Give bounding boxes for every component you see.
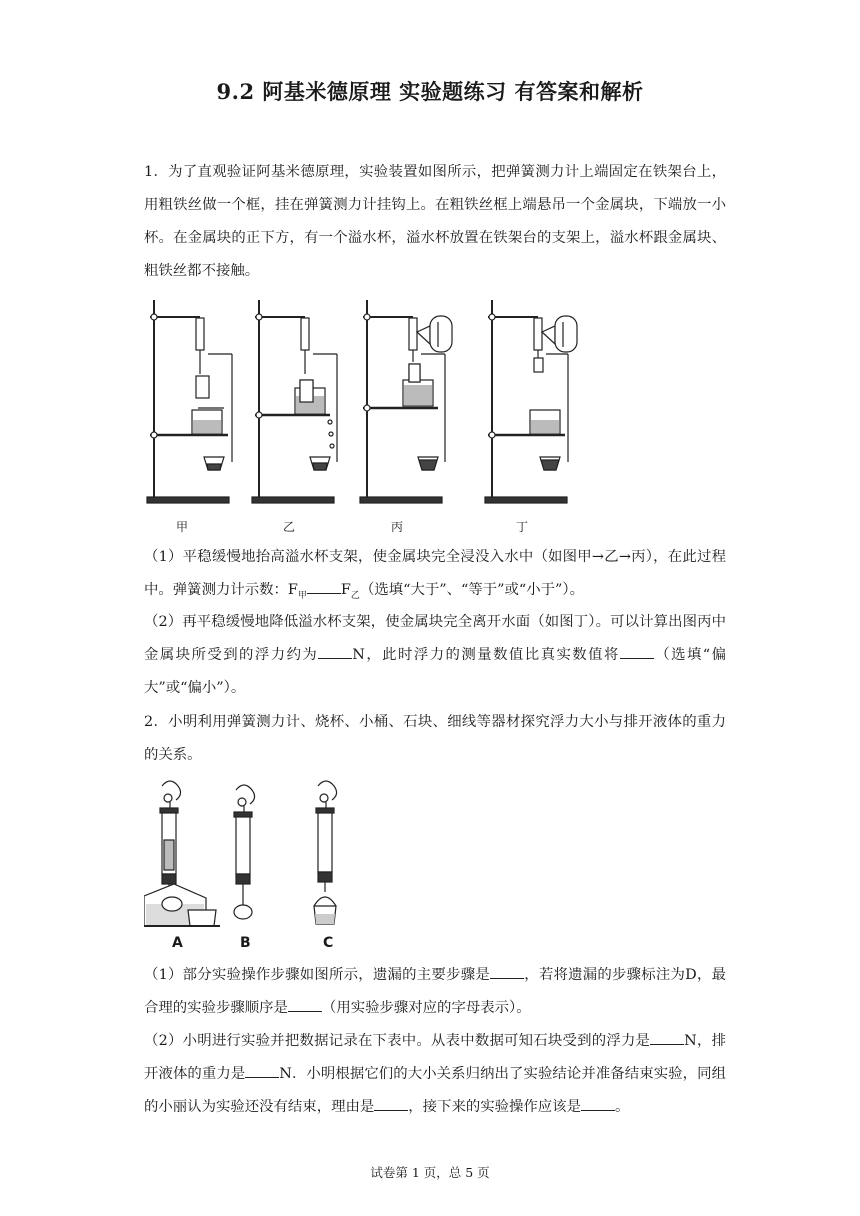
answer-blank[interactable] [374,1096,408,1111]
answer-blank[interactable] [307,579,341,594]
figure-label-ding: 丁 [516,520,529,534]
figure-label-bing: 丙 [391,520,404,534]
answer-blank[interactable] [581,1096,615,1111]
q2-intro: 2．小明利用弹簧测力计、烧杯、小桶、石块、细线等器材探究浮力大小与排开液体的重力的关系。 [144,714,726,763]
figure-label-b: B [240,935,251,951]
q1-sub1-subscript-2: 乙 [350,590,360,601]
page-footer: 试卷第 1 页，总 5 页 [370,1165,490,1180]
q2-sub2-text-c: N．小明根据它们的大小关系归纳出了实验结论并准备结束实验，同组的小丽认为实验还没有结束，理由是 [144,1066,726,1115]
q2-sub2-text-e: 。 [614,1099,630,1115]
answer-blank[interactable] [245,1063,279,1078]
q1-sub2-text-b: N，此时浮力的测量数值比真实数值将 [352,647,620,663]
q2-sub1-text-a: （1）部分实验操作步骤如图所示，遗漏的主要步骤是 [144,967,490,983]
answer-blank[interactable] [650,1030,684,1045]
step-a [144,781,220,926]
stand-ding [485,300,577,503]
step-b [234,785,255,919]
figure-label-jia: 甲 [176,520,189,534]
q2-sub1 [144,959,726,1025]
q1-sub1-text-a: （1）平稳缓慢地抬高溢水杯支架，使金属块完全浸没入水中（如图甲→乙→丙），在此过程中。弹簧测力计示数：F [144,549,726,598]
q1-sub2-text-c: （选填“偏大”或“偏小”）。 [144,647,726,696]
q1-sub1-text-mid: F [340,582,351,598]
figure-label-c: C [323,935,334,951]
q1-sub1-text-b: （选填“大于”、“等于”或“小于”）。 [359,582,584,598]
step-c [314,781,337,924]
q1-figure [140,292,580,536]
answer-blank[interactable] [318,644,352,659]
answer-blank[interactable] [490,964,524,979]
answer-blank[interactable] [620,644,654,659]
stand-bing [360,300,452,503]
q1-sub1 [144,541,726,613]
q2-sub1-text-c: （用实验步骤对应的字母表示）。 [321,1000,531,1016]
q2-sub1-text-b: ，若将遗漏的步骤标注为D，最合理的实验步骤顺序是 [144,967,726,1016]
q2-figure [144,776,384,936]
q2-sub2 [144,1025,726,1124]
figure-label-a: A [172,935,183,951]
q2-sub2-text-a: （2）小明进行实验并把数据记录在下表中。从表中数据可知石块受到的浮力是 [144,1033,651,1049]
answer-blank[interactable] [288,997,322,1012]
q1-sub1-subscript-1: 甲 [297,590,307,601]
q2-sub2-text-b: N，排开液体的重力是 [144,1033,726,1082]
q1-sub2 [144,606,726,705]
q1-sub2-text-a: （2）再平稳缓慢地降低溢水杯支架，使金属块完全离开水面（如图丁）。可以计算出图丙中金属块所受到的浮力约为 [144,614,726,663]
page-title: 9.2 阿基米德原理 实验题练习 有答案和解析 [216,79,644,104]
q1-intro: 1．为了直观验证阿基米德原理，实验装置如图所示，把弹簧测力计上端固定在铁架台上，用粗铁丝做一个框，挂在弹簧测力计挂钩上。在粗铁丝框上端悬吊一个金属块，下端放一小杯。在金属块的正下方，有一个溢水杯，溢水杯放置在铁架台的支架上，溢水杯跟金属块、粗铁丝都不接触。 [144,164,726,279]
stand-jia [147,300,232,503]
figure-label-yi: 乙 [283,520,296,534]
q2-sub2-text-d: ，接下来的实验操作应该是 [408,1099,581,1115]
stand-yi [252,300,337,503]
